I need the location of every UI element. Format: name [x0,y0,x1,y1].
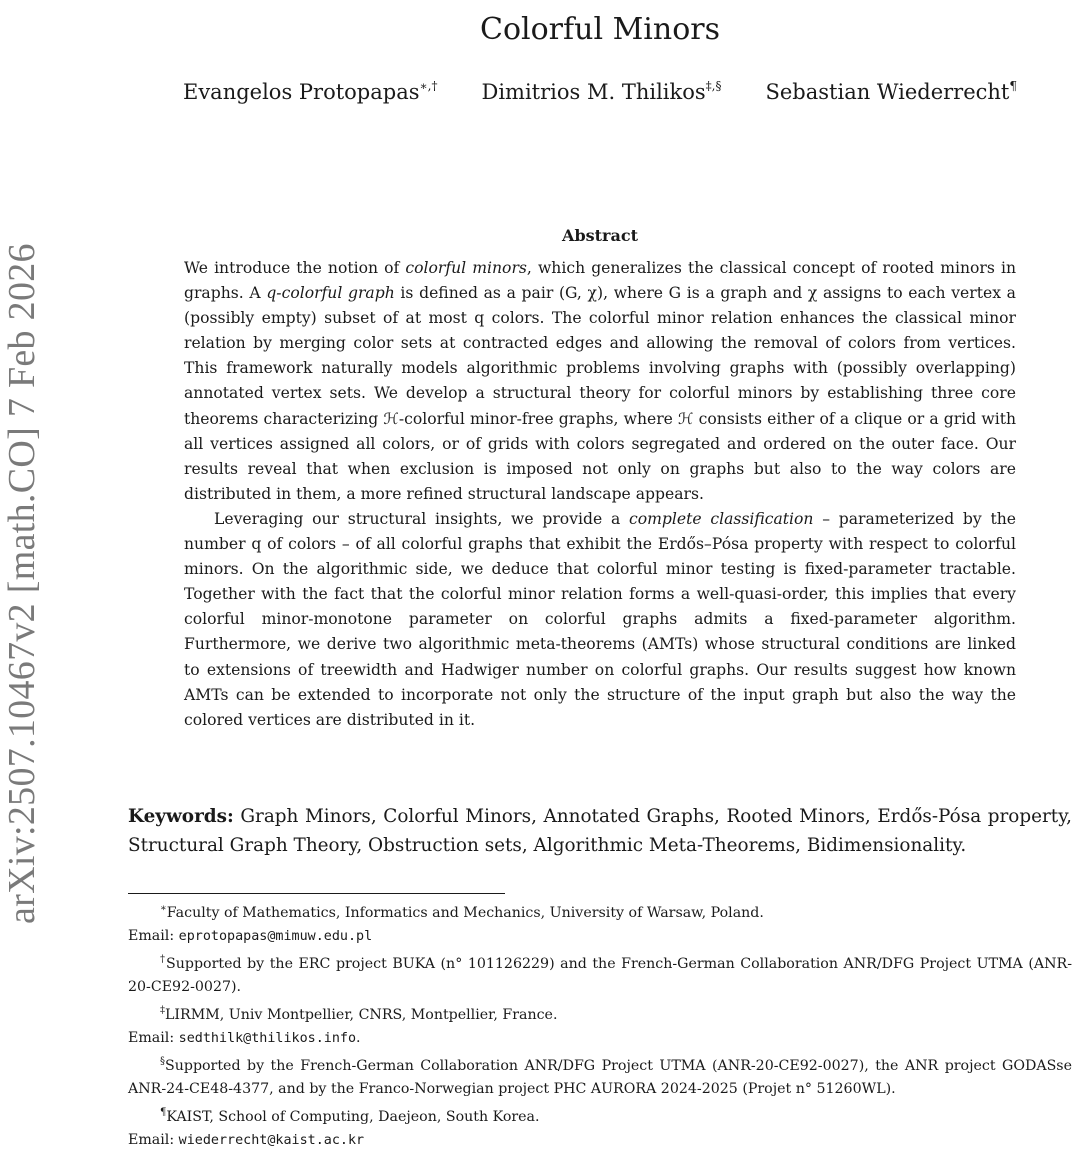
keywords-text: Graph Minors, Colorful Minors, Annotated Graphs, Rooted Minors, Erdős-Pósa property, Structural Graph Theory, Obstruction sets, Algorithmic Meta-Theorems, Bidimensionality. [128,806,1072,856]
footnote-divider [128,893,505,894]
author: Sebastian Wiederrecht¶ [765,79,1018,104]
arxiv-sidebar-stamp [0,172,44,924]
author-affiliation-marks: ¶ [1009,79,1018,93]
author-affiliation-marks: ‡,§ [705,79,722,93]
footnote: ¶KAIST, School of Computing, Daejeon, South Korea. [160,1107,540,1125]
author: Evangelos Protopapas∗,† [182,79,438,104]
footnote: †Supported by the ERC project BUKA (n° 101126229) and the French-German Collaboration ANR/DFG Project UTMA (ANR-20-CE92-0027). [128,954,1072,995]
abstract-body [184,256,1016,733]
abstract-paragraph: Leveraging our structural insights, we provide a complete classification – parameterized by the number q of colors – of all colorful graphs that exhibit the Erdős–Pósa property with respect to colorful minors. On the algorithmic side, we deduce that colorful minor testing is fixed-parameter tractable. Together with the fact that the colorful minor relation forms a well-quasi-order, this implies that every colorful minor-monotone parameter on colorful graphs admits a fixed-parameter algorithm. Furthermore, we derive two algorithmic meta-theorems (AMTs) whose structural conditions are linked to extensions of treewidth and Hadwiger number on colorful graphs. Our results suggest how known AMTs can be extended to incorporate not only the structure of the input graph but also the way the colored vertices are distributed in it. [184,509,1016,729]
footnote-email: Email: wiederrecht@kaist.ac.kr [128,1132,365,1148]
email-link[interactable]: eprotopapas@mimuw.edu.pl [178,929,373,944]
keywords [128,803,1072,860]
footnote: §Supported by the French-German Collaboration ANR/DFG Project UTMA (ANR-20-CE92-0027), the ANR project GODASse ANR-24-CE48-4377, and by the Franco-Norwegian project PHC AURORA 2024-2025 (Projet n° 51260WL). [128,1056,1072,1097]
keywords-label: Keywords: [128,806,234,827]
arxiv-identifier: arXiv:2507.10467v2 [math.CO] 7 Feb 2026 [1,243,43,924]
footnote-email: Email: sedthilk@thilikos.info. [128,1030,361,1046]
abstract-paragraph: We introduce the notion of colorful minors, which generalizes the classical concept of rooted minors in graphs. A q-colorful graph is defined as a pair (G, χ), where G is a graph and χ assigns to each vertex a (possibly empty) subset of at most q colors. The colorful minor relation enhances the classical minor relation by merging color sets at contracted edges and allowing the removal of colors from vertices. This framework naturally models algorithmic problems involving graphs with (possibly overlapping) annotated vertex sets. We develop a structural theory for colorful minors by establishing three core theorems characterizing ℋ-colorful minor-free graphs, where ℋ consists either of a clique or a grid with all vertices assigned all colors, or of grids with colors segregated and ordered on the outer face. Our results reveal that when exclusion is imposed not only on graphs but also to the way colors are distributed in them, a more refined structural landscape appears. [184,259,1016,503]
author-list [128,70,1072,102]
paper-title: Colorful Minors [480,12,720,48]
footnote: ∗Faculty of Mathematics, Informatics and Mechanics, University of Warsaw, Poland. [160,903,764,921]
footnote: ‡LIRMM, Univ Montpellier, CNRS, Montpellier, France. [160,1005,558,1023]
email-link[interactable]: wiederrecht@kaist.ac.kr [178,1133,365,1148]
author: Dimitrios M. Thilikos‡,§ [481,79,722,104]
email-link[interactable]: sedthilk@thilikos.info [178,1031,357,1046]
footnote-email: Email: eprotopapas@mimuw.edu.pl [128,928,373,944]
footnotes [128,897,1072,1152]
abstract-heading: Abstract [562,226,638,245]
author-affiliation-marks: ∗,† [419,79,438,93]
